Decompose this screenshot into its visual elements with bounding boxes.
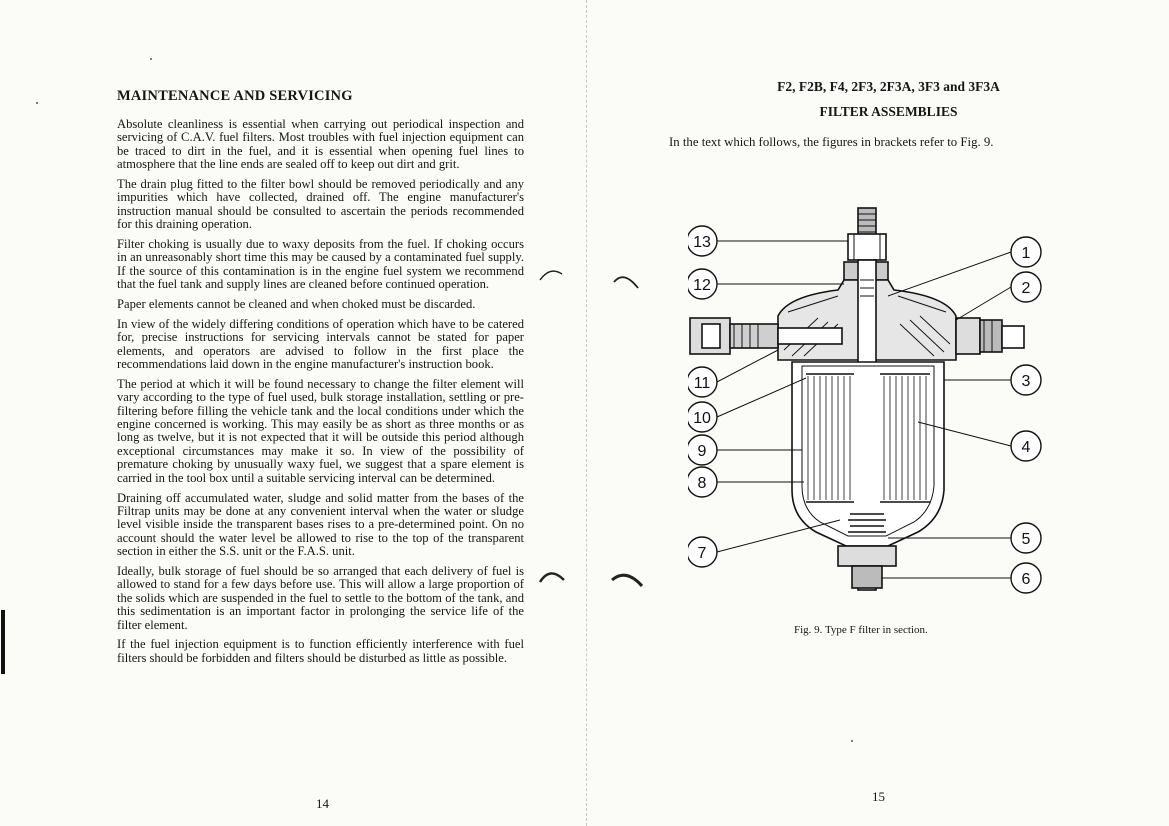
callout-label: 12: [693, 277, 711, 294]
drain-plug: [852, 566, 882, 588]
scan-edge-mark: [1, 610, 5, 674]
callout-label: 3: [1021, 373, 1031, 390]
callout-label: 1: [1021, 245, 1031, 262]
scan-speck: [36, 102, 38, 104]
page-number: 15: [872, 789, 885, 804]
callout-label: 2: [1021, 280, 1031, 297]
callout-label: 6: [1021, 571, 1031, 588]
callout-label: 7: [697, 545, 707, 562]
body-text: [117, 118, 524, 672]
paragraph: In view of the widely differing conditions of operation which have to be catered for, precise instructions for servicing intervals cannot be stated for paper elements, and operators are advised to follow in the first place the recommendations laid down in the engine manufacturer's instruction book.: [117, 316, 524, 372]
paragraph: Draining off accumulated water, sludge and solid matter from the bases of the Filtrap units may be done at any convenient interval when the water or sludge level visible inside the transparent bases rises to a pre-determined point. On no account should the water level be allowed to rise to the top of the transparent section in either the S.S. unit or the F.A.S. unit.: [117, 490, 524, 559]
callout-label: 5: [1021, 531, 1031, 548]
callout-label: 13: [693, 234, 711, 251]
outlet-body: [956, 318, 980, 354]
inlet-union: [730, 324, 778, 348]
callout-label: 8: [697, 475, 707, 492]
drain-boss: [838, 546, 896, 566]
callout-label: 11: [693, 375, 711, 392]
outlet-nut: [1002, 326, 1024, 348]
paragraph: Paper elements cannot be cleaned and when choked must be discarded.: [117, 297, 476, 312]
paragraph: The period at which it will be found necessary to change the filter element will vary according to the type of fuel used, bulk storage installation, settling or pre-filtering before filling the vehicle tank and the local conditions under which the engine concerned is working. This may easily be as short as three months or as long as twelve, but it is not expected that it will be outside this period although exceptional circumstances may make it so. In view of the possibility of premature choking by unusually waxy fuel, we suggest that a spare element is carried in the tool box until a suitable servicing interval can be determined.: [117, 376, 524, 485]
right-page: [588, 0, 1169, 826]
paragraph: Ideally, bulk storage of fuel should be so arranged that each delivery of fuel is allowed to stand for a few days before use. This will allow a large proportion of the solids which are suspended in the fuel to settle to the bottom of the tank, and this sedimentation is an important factor in prolonging the service life of the filter element.: [117, 563, 524, 632]
outlet-union: [980, 320, 1002, 352]
callout-label: 10: [693, 410, 711, 427]
paragraph: If the fuel injection equipment is to function efficiently interference with fuel filters should be forbidden and filters should be disturbed as little as possible.: [117, 637, 524, 665]
binding-mark-icon: [606, 266, 646, 596]
scan-speck: [851, 740, 853, 742]
figure-caption: Fig. 9. Type F filter in section.: [794, 624, 928, 636]
page-number: 14: [316, 796, 329, 811]
filter-section-diagram: [688, 200, 1048, 600]
paragraph: The drain plug fitted to the filter bowl should be removed periodically and any impurities which have collected, drained off. The engine manufacturer's instruction manual should be consulted to ascertain the periods recommended for this draining operation.: [117, 177, 524, 232]
section-heading: MAINTENANCE AND SERVICING: [117, 88, 353, 104]
callout-label: 4: [1021, 439, 1031, 456]
paragraph: Absolute cleanliness is essential when carrying out periodical inspection and servicing of C.A.V. fuel filters. Most troubles with fuel injection equipment can be traced to dirt in the fuel, and it is essential when opening fuel lines to atmosphere that the line ends are sealed off to keep out dirt and grit.: [117, 117, 524, 172]
scan-speck: [150, 58, 152, 60]
paragraph: Filter choking is usually due to waxy deposits from the fuel. If choking occurs in an unreasonably short time this may be caused by a contaminated fuel supply. If the source of this contamination is in the engine fuel system we recommend that the fuel tank and supply lines are cleaned before continued operation.: [117, 237, 524, 292]
page-title: F2, F2B, F4, 2F3, 2F3A, 3F3 and 3F3A: [777, 79, 1000, 94]
intro-text: In the text which follows, the figures in brackets refer to Fig. 9.: [669, 135, 994, 149]
binding-mark-icon: [536, 262, 576, 592]
callout-label: 9: [697, 443, 707, 460]
page-subtitle: FILTER ASSEMBLIES: [819, 104, 958, 119]
inlet-passage: [778, 328, 842, 344]
